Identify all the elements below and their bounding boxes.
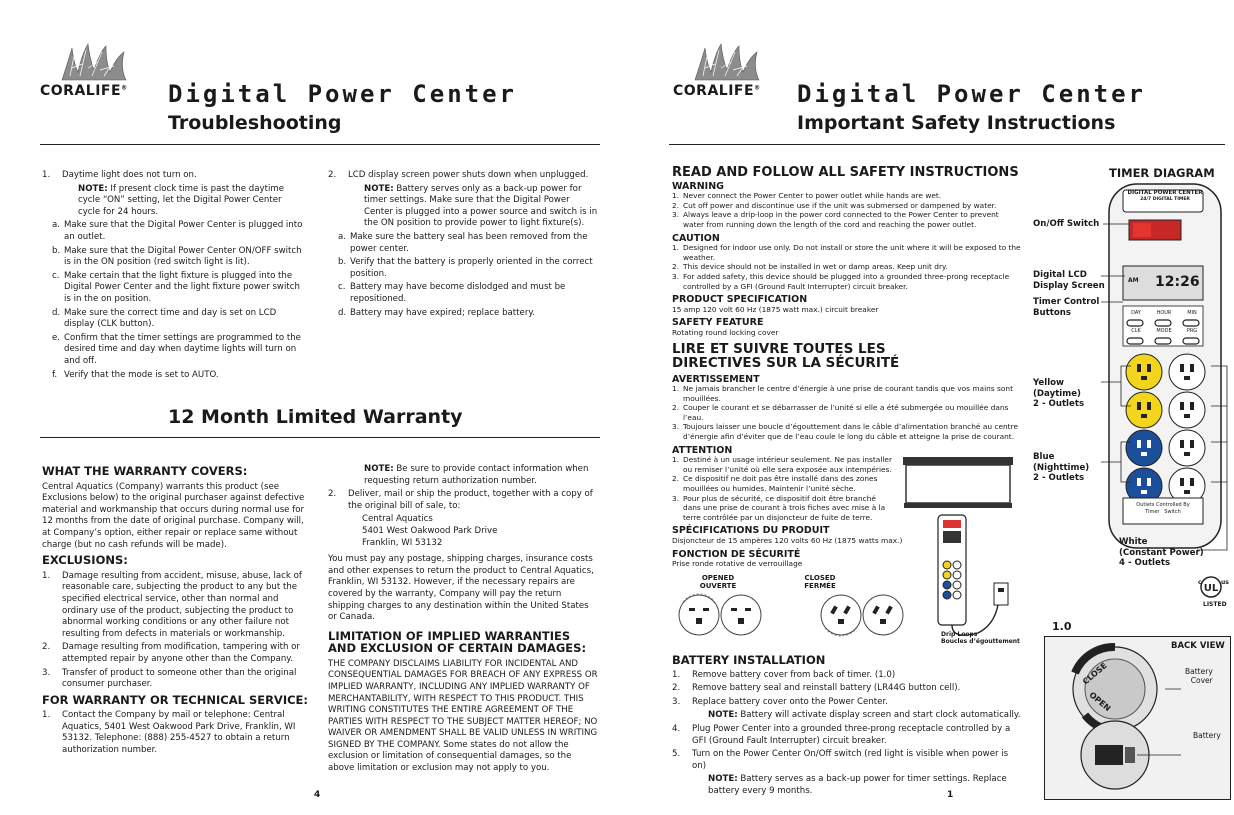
- note-text: Battery serves as a back-up power for timer settings. Replace battery every 9 months.: [708, 774, 1007, 796]
- exclusions-heading: EXCLUSIONS:: [42, 553, 128, 568]
- note-text: If present clock time is past the daytime cycle “ON” setting, let the Digital Power Center cycle for 24 hours.: [78, 183, 284, 217]
- item-text: Toujours laisser une boucle d’égouttement dans le câble d’alimentation branché au centre d’énergie afin d’éviter que de l’eau coule le long du câble et atteigne la prise de courant.: [683, 422, 1019, 442]
- service-note: [328, 464, 598, 487]
- caution-item: [672, 262, 1022, 272]
- sub-item: [328, 308, 598, 320]
- item-number: 1.: [672, 191, 680, 201]
- svg-text:UL: UL: [1203, 583, 1219, 594]
- note-label: NOTE:: [708, 774, 738, 785]
- note-text: Battery will activate display screen and start clock automatically.: [737, 710, 1021, 721]
- item-number: 3.: [672, 493, 680, 503]
- product-title: Digital Power Center: [168, 80, 517, 108]
- min-button-label: MIN: [1187, 310, 1197, 316]
- covers-heading: WHAT THE WARRANTY COVERS:: [42, 464, 248, 478]
- item-number: 2.: [672, 262, 680, 272]
- prg-button-label: PRG: [1186, 328, 1198, 334]
- avertissement-heading: AVERTISSEMENT: [672, 373, 760, 385]
- caution-heading: CAUTION: [672, 232, 720, 244]
- sub-letter: d.: [52, 307, 61, 318]
- spec-text: 15 amp 120 volt 60 Hz (1875 watt max.) circuit breaker: [672, 304, 879, 314]
- open-arrow-label: OPEN: [1087, 690, 1113, 714]
- device-title-text: DIGITAL POWER CENTER: [1127, 190, 1203, 196]
- battery-cover-line: Battery: [1185, 667, 1213, 676]
- sub-item: [328, 232, 598, 255]
- item-text: Remove battery seal and reinstall battery (LR44G button cell).: [692, 683, 961, 694]
- safety-feature-text: Rotating round locking cover: [672, 327, 779, 337]
- item-text: Cut off power and discontinue use if the unit was submersed or dampened by water.: [683, 200, 997, 210]
- item-text: Turn on the Power Center On/Off switch (red light is visible when power is on): [692, 749, 1009, 771]
- warranty-col-2: [328, 464, 598, 779]
- battery-step: [672, 697, 1022, 709]
- yellow-label-line: 2 - Outlets: [1033, 399, 1085, 409]
- sub-text: Make certain that the light fixture is plugged into the Digital Power Center and the light fixture power switch is in the on position.: [64, 270, 300, 304]
- item-number: 3.: [672, 210, 680, 220]
- item-text: Pour plus de sécurité, ce dispositif doit être branché dans une prise de courant à trois fiches avec mise à la terre contrôlée par un disjoncteur de fuite de terre.: [683, 493, 886, 522]
- item-text: Remove battery cover from back of timer. (1.0): [692, 669, 896, 680]
- sub-letter: a.: [338, 231, 346, 242]
- french-warning-item: [672, 422, 1022, 441]
- coral-icon: [691, 42, 763, 82]
- ouverte-text: OUVERTE: [699, 582, 737, 590]
- back-view-label: BACK VIEW: [1171, 641, 1225, 651]
- close-arrow-label: CLOSE: [1080, 660, 1109, 687]
- caution-item: [672, 272, 1022, 291]
- battery-note: [672, 710, 1022, 722]
- item-text: Damage resulting from modification, tampering with or attempted repair by anyone other than the Company.: [62, 642, 300, 664]
- sub-item: [42, 333, 304, 368]
- note: [42, 184, 304, 219]
- item-number: 3.: [672, 696, 681, 707]
- lock-cover-diagrams: [675, 592, 907, 638]
- item-number: 3.: [42, 667, 51, 678]
- hour-button-label: HOUR: [1156, 310, 1172, 316]
- address-line: 5401 West Oakwood Park Drive: [362, 525, 498, 536]
- drip-loop-text: Drip Loops: [941, 631, 978, 638]
- onoff-switch-label: On/Off Switch: [1033, 219, 1100, 229]
- sub-text: Make sure that the Digital Power Center is plugged into an outlet.: [64, 220, 303, 242]
- item-number: 2.: [672, 474, 680, 484]
- item-text: This device should not be installed in wet or damp areas. Keep unit dry.: [683, 262, 948, 272]
- opened-label: [698, 574, 738, 590]
- service-item: [328, 489, 598, 512]
- item-text: LCD display screen power shuts down when unplugged.: [348, 170, 589, 180]
- item-text: Damage resulting from accident, misuse, abuse, lack of reasonable care, subjecting the product to any but the specified electrical service, other than normal and ordinary use of the product, subjecting the product to abnormal working conditions or any other failure not resulting from defects in materials or workmanship.: [62, 570, 302, 639]
- note-text: Battery serves only as a back-up power for timer settings. Make sure that the Digital Power Center is plugged into a power source and switch is in the ON position to provide power to light fixture(s).: [364, 183, 598, 229]
- sub-text: Verify that the mode is set to AUTO.: [64, 369, 219, 380]
- sub-item: [42, 220, 304, 243]
- address-line: Franklin, WI 53132: [362, 537, 443, 548]
- covers-text: Central Aquatics (Company) warrants this product (see Exclusions below) to the original purchaser against defective material and workmanship that occurs during normal use for 12 months from the date of original purchase. Company will, at Company’s option, either repair or replace same without charge (but no cash refunds will be made).: [42, 481, 305, 550]
- french-safety-heading: FONCTION DE SÉCURITÉ: [672, 548, 801, 560]
- item-text: Couper le courant et se débarrasser de l’unité si elle a été submergée ou mouillée dans l’eau.: [683, 403, 1009, 422]
- battery-label: Battery: [1193, 731, 1221, 740]
- item-text: Never connect the Power Center to power outlet while hands are wet.: [683, 191, 942, 201]
- french-spec-text: Disjoncteur de 15 ampères 120 volts 60 Hz (1875 watts max.): [672, 536, 903, 545]
- item-number: 1.: [42, 570, 51, 581]
- back-view-figure: [1044, 636, 1231, 800]
- page-subtitle: Important Safety Instructions: [797, 112, 1116, 134]
- item-text: Always leave a drip-loop in the power cord connected to the Power Center to prevent water from running down the length of the cord and reaching the power outlet.: [683, 210, 999, 229]
- warning-heading: WARNING: [672, 180, 724, 192]
- warning-item: [672, 201, 1022, 211]
- sub-item: [42, 308, 304, 331]
- troubleshoot-col-1: [42, 170, 304, 383]
- french-attention-item: [672, 455, 894, 474]
- blue-label-line: Blue: [1033, 452, 1055, 462]
- item-number: 1.: [672, 669, 681, 680]
- item-number: 2.: [672, 200, 680, 210]
- service-heading: FOR WARRANTY OR TECHNICAL SERVICE:: [42, 692, 309, 707]
- sub-letter: f.: [52, 369, 58, 380]
- coralife-logo: CORALIFE®: [673, 42, 783, 99]
- lcd-ampm: AM: [1128, 277, 1139, 284]
- sub-letter: c.: [52, 270, 60, 281]
- yellow-label-line: Yellow: [1033, 378, 1064, 388]
- safety-feature-heading: SAFETY FEATURE: [672, 317, 764, 329]
- french-attention-item: [672, 474, 894, 493]
- french-heading: LIRE ET SUIVRE TOUTES LES DIRECTIVES SUR LA SÉCURITÉ: [672, 340, 900, 371]
- aquarium-drip-loop-diagram: [898, 455, 1022, 645]
- sub-text: Make sure that the Digital Power Center ON/OFF switch is in the ON position (red switch light is lit).: [64, 245, 302, 268]
- coralife-logo: CORALIFE®: [40, 42, 150, 99]
- item-text: Ne jamais brancher le centre d’énergie à une prise de courant tandis que vos mains sont mouillées.: [683, 384, 1013, 403]
- day-button-label: DAY: [1131, 310, 1141, 316]
- french-attention-item: [672, 494, 894, 523]
- item-text: Transfer of product to someone other than the original consumer purchaser.: [62, 667, 297, 690]
- page-subtitle: Troubleshooting: [168, 112, 342, 134]
- timer-diagram-heading: TIMER DIAGRAM: [1109, 166, 1215, 180]
- postage-text: You must pay any postage, shipping charges, insurance costs and other expenses to return the product to Central Aquatics, Franklin, WI 53132. However, if the necessary repairs are covered by the warranty, Company will pay the return shipping charges to any destination within the United States or Canada.: [328, 554, 594, 623]
- sub-text: Verify that the battery is properly oriented in the correct position.: [350, 257, 593, 279]
- read-follow-heading: READ AND FOLLOW ALL SAFETY INSTRUCTIONS: [672, 165, 1019, 180]
- sub-text: Confirm that the timer settings are programmed to the desired time and day when daytime lights will turn on and off.: [64, 332, 301, 366]
- note-label: NOTE:: [78, 183, 108, 194]
- device-subtitle: 24/7 DIGITAL TIMER: [1140, 196, 1190, 202]
- item-number: 1.: [672, 384, 680, 394]
- sub-item: [42, 271, 304, 306]
- address-line: Central Aquatics: [362, 514, 433, 525]
- page-number: 1: [947, 790, 954, 800]
- item-number: 2.: [672, 403, 680, 413]
- blue-label-line: (Nighttime): [1033, 462, 1090, 473]
- lcd-label-line: Display Screen: [1033, 280, 1105, 291]
- battery-cover-label: [1185, 667, 1213, 685]
- battery-step: [672, 749, 1022, 772]
- callout-lines: [1065, 210, 1234, 560]
- item-number: 1.: [672, 243, 680, 253]
- item-number: 2.: [328, 170, 337, 180]
- battery-note: [672, 774, 1022, 797]
- page-number: 4: [314, 790, 321, 800]
- item-number: 5.: [672, 749, 681, 760]
- brand-name: CORALIFE: [673, 83, 755, 99]
- exclusion-item: [42, 571, 312, 641]
- item-number: 4.: [672, 723, 681, 734]
- white-label-line: White: [1119, 537, 1148, 547]
- item-text: Ce dispositif ne doit pas être installé dans des zones mouillées ou humides. Maintenir l’unité sèche.: [683, 474, 878, 494]
- item-text: Plug Power Center into a grounded three-prong receptacle controlled by a GFI (Ground Fault Interrupter) circuit breaker.: [692, 723, 1011, 746]
- item-text: Designed for indoor use only. Do not install or store the unit where it will be exposed to the weather.: [683, 243, 1021, 262]
- battery-heading: BATTERY INSTALLATION: [672, 653, 826, 667]
- buttons-label-line: Buttons: [1033, 307, 1072, 318]
- blue-label-line: 2 - Outlets: [1033, 473, 1085, 483]
- item-number: 3.: [672, 422, 680, 432]
- sub-text: Make sure the correct time and day is set on LCD display (CLK button).: [64, 307, 277, 330]
- sub-text: Battery may have become dislodged and must be repositioned.: [350, 282, 566, 304]
- product-title: Digital Power Center: [797, 80, 1146, 108]
- item-text: Deliver, mail or ship the product, together with a copy of the original bill of sale, to:: [348, 489, 593, 511]
- battery-step: [672, 724, 1022, 747]
- warranty-divider: [40, 437, 600, 438]
- right-page: [625, 0, 1234, 815]
- sub-letter: a.: [52, 220, 60, 231]
- sub-item: [328, 282, 598, 305]
- limitation-text: THE COMPANY DISCLAIMS LIABILITY FOR INCIDENTAL AND CONSEQUENTIAL DAMAGES FOR BREACH OF ANY EXPRESS OR IMPLIED WARRANTY, INCLUDING ANY IMPLIED WARRANTY OF MERCHANTABILITY, WITH RESPECT TO THIS PRODUCT. THIS WRITING CONSTITUTES THE ENTIRE AGREEMENT OF THE PARTIES WITH RESPECT TO THE SUBJECT MATTER HEREOF; NO WAIVER OR AMENDMENT SHALL BE VALID UNLESS IN WRITING SIGNED BY THE COMPANY. Some states do not allow the exclusion or limitation of consequential damages, so the above limitation or exclusion may not apply to you.: [328, 658, 598, 774]
- exclusion-item: [42, 668, 312, 691]
- french-attention-block: [672, 444, 903, 569]
- item-number: 2.: [328, 489, 337, 500]
- attention-heading: ATTENTION: [672, 444, 733, 456]
- device-footer-switch: Switch: [1164, 509, 1181, 515]
- item-text: Destiné à un usage intérieur seulement. Ne pas installer ou remiser l’unité où elle sera exposée aux intempéries.: [683, 455, 893, 474]
- limitation-heading: LIMITATION OF IMPLIED WARRANTIES AND EXCLUSION OF CERTAIN DAMAGES:: [328, 628, 587, 656]
- coral-icon: [58, 42, 130, 82]
- brand-name: CORALIFE: [40, 83, 122, 99]
- mode-button-label: MODE: [1156, 328, 1172, 334]
- spec-heading: PRODUCT SPECIFICATION: [672, 294, 808, 306]
- item-text: Contact the Company by mail or telephone: Central Aquatics, 5401 West Oakwood Park Drive, Franklin, WI 53132. Telephone: (888) 255-4527 to obtain a return authorization number.: [62, 710, 296, 756]
- sub-item: [42, 246, 304, 269]
- fermee-text: FERMÉE: [804, 582, 836, 590]
- warranty-title: 12 Month Limited Warranty: [168, 406, 463, 428]
- item-text: For added safety, this device should be plugged into a grounded three-prong receptacle controlled by a GFI (Ground Fault Interrupter) circuit breaker.: [683, 271, 1010, 291]
- drip-loop-label: [941, 631, 1020, 645]
- white-label-line: (Constant Power): [1119, 547, 1204, 558]
- drip-loop-french-text: Boucles d’égouttement: [941, 638, 1020, 645]
- warning-item: [672, 191, 1022, 201]
- french-warning-item: [672, 403, 1022, 422]
- sub-letter: b.: [52, 245, 61, 256]
- item-number: 3.: [672, 271, 680, 281]
- item-number: 1.: [42, 170, 51, 180]
- caution-item: [672, 243, 1022, 262]
- figure-number: 1.0: [1052, 620, 1072, 633]
- sub-letter: b.: [338, 257, 347, 268]
- note-label: NOTE:: [364, 464, 394, 474]
- clk-button-label: CLK: [1131, 328, 1141, 334]
- svg-text:c: c: [1198, 579, 1202, 586]
- note: [328, 184, 598, 230]
- ul-listed-label: LISTED: [1203, 601, 1227, 608]
- lcd-label-line: Digital LCD: [1033, 270, 1087, 280]
- device-footer-timer: Timer: [1145, 509, 1160, 515]
- troubleshoot-col-2: [328, 170, 598, 321]
- sub-item: [42, 370, 304, 382]
- sub-item: [328, 257, 598, 280]
- opened-text: OPENED: [701, 574, 735, 582]
- sub-text: Battery may have expired; replace battery.: [350, 307, 535, 318]
- item-text: Replace battery cover onto the Power Center.: [692, 696, 888, 707]
- french-safety-text: Prise ronde rotative de verrouillage: [672, 559, 803, 569]
- service-item: [42, 710, 312, 756]
- white-label-line: 4 - Outlets: [1119, 558, 1171, 568]
- mailing-address: [328, 514, 598, 549]
- item-number: 2.: [672, 683, 681, 694]
- sub-letter: c.: [338, 282, 346, 293]
- lcd-time: 12:26: [1155, 274, 1200, 290]
- closed-label: [800, 574, 840, 590]
- sub-letter: d.: [338, 307, 347, 318]
- header-divider: [40, 144, 600, 145]
- battery-step: [672, 683, 1022, 695]
- exclusion-item: [42, 642, 312, 665]
- item-text: Daytime light does not turn on.: [62, 170, 197, 180]
- svg-text:us: us: [1221, 579, 1229, 586]
- sub-letter: e.: [52, 332, 61, 343]
- yellow-label-line: (Daytime): [1033, 388, 1081, 399]
- note-text: Be sure to provide contact information when requesting return authorization number.: [364, 464, 589, 486]
- note-label: NOTE:: [364, 183, 394, 194]
- warranty-col-1: [42, 462, 312, 759]
- note-label: NOTE:: [708, 710, 738, 721]
- left-page: [0, 0, 615, 815]
- device-title: [1123, 190, 1207, 203]
- troubleshoot-item-2: [328, 170, 598, 182]
- ul-listed-icon: [1194, 575, 1228, 599]
- french-spec-heading: SPÉCIFICATIONS DU PRODUIT: [672, 525, 830, 537]
- battery-step: [672, 670, 1022, 682]
- battery-cover-line: Cover: [1190, 676, 1213, 685]
- french-warning-item: [672, 384, 1022, 403]
- troubleshoot-item-1: [42, 170, 304, 182]
- item-number: 1.: [672, 455, 680, 465]
- sub-text: Make sure the battery seal has been removed from the power center.: [350, 231, 588, 254]
- closed-text: CLOSED: [804, 574, 836, 582]
- back-view-battery-diagram: [1045, 637, 1230, 799]
- item-number: 1.: [42, 710, 51, 721]
- buttons-label-line: Timer Control: [1033, 297, 1100, 307]
- warning-item: [672, 210, 1022, 229]
- battery-installation: [672, 655, 1022, 800]
- item-number: 2.: [42, 642, 51, 653]
- header-divider: [669, 144, 1225, 145]
- device-footer-line: Outlets Controlled By: [1136, 502, 1190, 508]
